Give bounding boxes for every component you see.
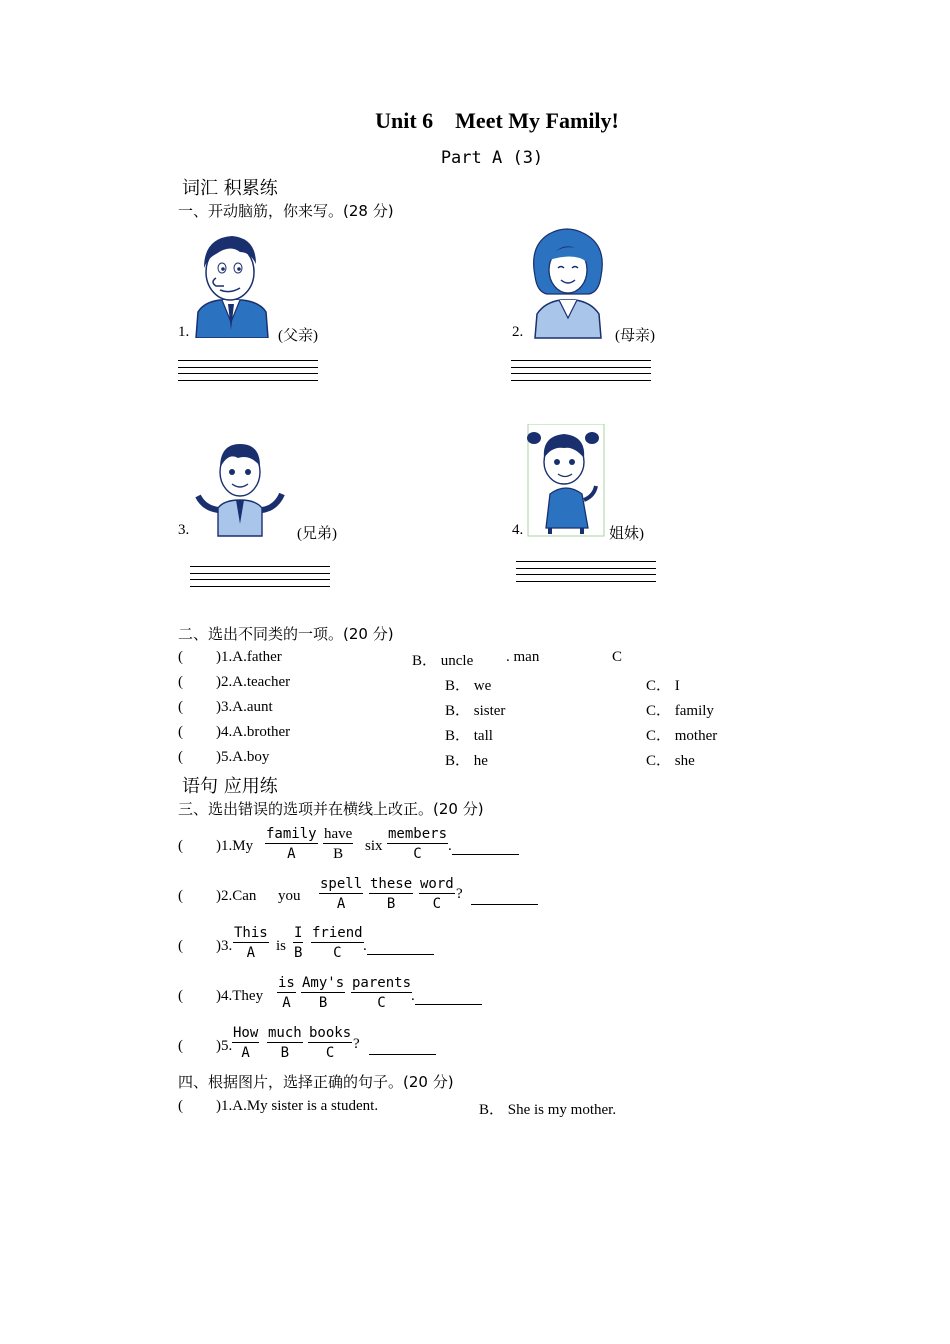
q2-row-4-option-c: C． mother: [646, 728, 718, 744]
q3-row-2-middle: you: [278, 888, 301, 904]
q4-row-1-option-a: )1.A.My sister is a student.: [216, 1098, 379, 1114]
q4-heading: 四、根据图片，选择正确的句子。(20 分): [178, 1073, 454, 1091]
q2-row-1-option-a: )1.A.father: [216, 649, 282, 665]
q3-row-3-paren[interactable]: (: [178, 938, 183, 954]
q3-row-2-option-b: [369, 875, 413, 914]
q3-row-3-option-a: [233, 924, 269, 963]
q3-row-3-option-b: [293, 924, 303, 963]
q3-row-1-end: .: [448, 838, 452, 854]
option-word: books: [309, 1025, 352, 1041]
q3-row-4-answer-line[interactable]: [415, 1003, 482, 1005]
q3-row-2-option-c: [419, 875, 455, 914]
q2-row-4-option-b: B． tall: [445, 728, 493, 744]
q2-row-5-option-b: B． he: [445, 753, 488, 769]
q4-row-1-paren[interactable]: (: [178, 1098, 183, 1114]
q1-item-1-number: 1.: [178, 324, 190, 340]
sister-picture: [522, 424, 606, 538]
q1-item-2-number: 2.: [512, 324, 524, 340]
father-picture: [190, 230, 272, 338]
q2-row-2-option-a: )2.A.teacher: [216, 674, 291, 690]
q3-row-1-option-a: [265, 825, 318, 864]
option-word: is: [278, 975, 295, 991]
q3-row-4-option-c: [351, 974, 412, 1013]
q3-row-4-option-a: [277, 974, 296, 1013]
q1-heading: 一、开动脑筋，你来写。(28 分): [178, 202, 394, 220]
q3-heading: 三、选出错误的选项并在横线上改正。(20 分): [178, 800, 484, 818]
q3-row-3-prefix: )3.: [216, 938, 233, 954]
q2-row-1-option-b: B． uncle: [412, 653, 474, 669]
q2-row-2-paren[interactable]: (: [178, 674, 183, 690]
q1-item-1-writing-lines[interactable]: [178, 360, 318, 386]
q3-row-2-end: ?: [456, 886, 463, 902]
option-letter: B: [318, 995, 328, 1011]
q1-item-2-hint: (母亲): [615, 328, 655, 344]
brother-picture: [190, 438, 290, 538]
q2-row-5-option-a: )5.A.boy: [216, 749, 270, 765]
q2-row-5-paren[interactable]: (: [178, 749, 183, 765]
q3-row-4-option-b: [301, 974, 345, 1013]
q3-row-5-answer-line[interactable]: [369, 1053, 436, 1055]
option-word: members: [388, 826, 448, 842]
section-vocab-heading: 词汇 积累练: [182, 178, 278, 199]
q3-row-5-prefix: )5.: [216, 1038, 233, 1054]
option-letter: A: [287, 846, 296, 862]
option-word: these: [370, 876, 413, 892]
q3-row-5-option-c: [308, 1024, 352, 1063]
q3-row-2-option-a: [319, 875, 363, 914]
q2-row-5-option-c: C． she: [646, 753, 695, 769]
option-word: have: [324, 826, 353, 842]
q1-item-1-hint: (父亲): [278, 328, 318, 344]
q2-row-1-paren[interactable]: (: [178, 649, 183, 665]
q3-row-3-middle: is: [276, 938, 287, 954]
q2-row-3-paren[interactable]: (: [178, 699, 183, 715]
option-letter: B: [386, 896, 396, 912]
option-word: Amy's: [302, 975, 345, 991]
page-title: Unit 6 Meet My Family!: [375, 108, 619, 133]
option-letter: C: [325, 1045, 335, 1061]
q2-row-4-option-a: )4.A.brother: [216, 724, 291, 740]
option-word: friend: [312, 925, 363, 941]
q3-row-3-end: .: [363, 938, 367, 954]
option-letter: C: [432, 896, 442, 912]
q3-row-2-paren[interactable]: (: [178, 888, 183, 904]
q3-row-3-option-c: [311, 924, 364, 963]
q2-row-2-option-c: C． I: [646, 678, 680, 694]
option-letter: B: [333, 846, 344, 862]
q3-row-2-answer-line[interactable]: [471, 903, 538, 905]
option-word: parents: [352, 975, 412, 991]
q1-item-3-writing-lines[interactable]: [190, 566, 330, 592]
q3-row-1-option-b: [323, 825, 353, 864]
q1-item-2-writing-lines[interactable]: [511, 360, 651, 386]
q3-row-5-end: ?: [353, 1036, 360, 1052]
option-word: This: [234, 925, 268, 941]
q2-row-2-option-b: B． we: [445, 678, 492, 694]
q3-row-5-option-a: [232, 1024, 259, 1063]
option-word: word: [420, 876, 454, 892]
q1-item-3-hint: (兄弟): [297, 526, 337, 542]
q2-row-3-option-b: B． sister: [445, 703, 506, 719]
option-letter: A: [282, 995, 291, 1011]
q3-row-4-prefix: )4.They: [216, 988, 264, 1004]
option-letter: A: [336, 896, 346, 912]
q3-row-3-answer-line[interactable]: [367, 953, 434, 955]
q1-item-4-writing-lines[interactable]: [516, 561, 656, 587]
option-word: How: [233, 1025, 259, 1041]
q1-item-4-number: 4.: [512, 522, 524, 538]
section-sentence-heading: 语句 应用练: [182, 776, 278, 797]
q2-row-4-paren[interactable]: (: [178, 724, 183, 740]
q1-item-4-hint: 姐妹): [609, 526, 644, 542]
q3-row-4-paren[interactable]: (: [178, 988, 183, 1004]
q2-heading: 二、选出不同类的一项。(20 分): [178, 625, 394, 643]
option-letter: A: [246, 945, 256, 961]
q2-row-1-option-c: . man: [506, 649, 540, 665]
option-letter: B: [294, 945, 303, 961]
q3-row-4-end: .: [411, 988, 415, 1004]
page-subtitle: Part A (3): [440, 148, 544, 168]
mother-picture: [527, 226, 609, 340]
q3-row-5-paren[interactable]: (: [178, 1038, 183, 1054]
q2-row-1-letter-c: C: [612, 649, 623, 665]
q1-item-3-number: 3.: [178, 522, 190, 538]
option-word: I: [294, 925, 303, 941]
option-letter: B: [280, 1045, 290, 1061]
option-word: much: [268, 1025, 302, 1041]
option-letter: C: [377, 995, 386, 1011]
q3-row-1-answer-line[interactable]: [452, 853, 519, 855]
q3-row-1-middle: six: [365, 838, 383, 854]
option-word: family: [266, 826, 317, 842]
q2-row-3-option-c: C． family: [646, 703, 714, 719]
q2-row-3-option-a: )3.A.aunt: [216, 699, 273, 715]
q4-row-1-option-b: B． She is my mother.: [479, 1102, 617, 1118]
option-letter: C: [413, 846, 422, 862]
q3-row-1-paren[interactable]: (: [178, 838, 183, 854]
option-word: spell: [320, 876, 363, 892]
option-letter: A: [241, 1045, 250, 1061]
q3-row-5-option-b: [267, 1024, 303, 1063]
q3-row-2-prefix: )2.Can: [216, 888, 257, 904]
q3-row-1-prefix: )1.My: [216, 838, 254, 854]
option-letter: C: [333, 945, 342, 961]
q3-row-1-option-c: [387, 825, 448, 864]
